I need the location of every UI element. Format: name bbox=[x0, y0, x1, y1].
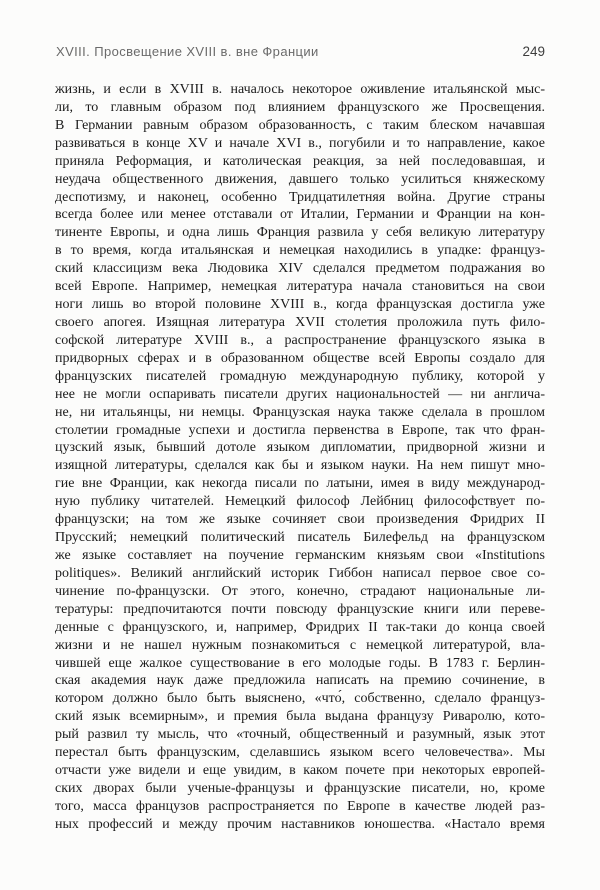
text-line: не, ни итальянцы, ни немцы. Французская наука также сделала в прошлом bbox=[55, 404, 545, 420]
text-line: придворных сферах и в образованном обществе всей Европы создало для bbox=[55, 350, 545, 366]
text-line: французских писателей громадную международную публику, которой у bbox=[55, 368, 545, 384]
text-line: ских дворах были ученые-французы и французские писатели, но, кроме bbox=[55, 780, 545, 796]
text-line: же языке составляет на поучение германским князьям свои «Institutions bbox=[55, 547, 545, 563]
running-title: XVIII. Просвещение XVIII в. вне Франции bbox=[56, 44, 319, 59]
text-line: котором должно было быть выяснено, «что́, собственно, сделало француз- bbox=[55, 691, 545, 707]
text-line: Прусский; немецкий политический писатель Билефельд на французском bbox=[55, 530, 545, 546]
text-line: ский язык всемирным», и премия была выдана французу Риваролю, кото- bbox=[55, 709, 545, 725]
text-line: приняла Реформация, и католическая реакция, за ней последовавшая, и bbox=[55, 153, 545, 169]
text-line: рый развил ту мысль, что «точный, общественный и разумный, язык этот bbox=[55, 727, 545, 743]
text-line: ский классицизм века Людовика XIV сделался предметом подражания во bbox=[55, 261, 545, 277]
text-line: отчасти уже видели и еще увидим, в каком почете при некоторых европей- bbox=[55, 763, 545, 779]
text-line: деспотизму, и наконец, особенно Тридцатилетняя война. Другие страны bbox=[55, 189, 545, 205]
text-line: гие вне Франции, как некогда писали по латыни, имея в виду международ- bbox=[55, 476, 545, 492]
text-line: чившей еще жалкое существование в его молодые годы. В 1783 г. Берлин- bbox=[55, 655, 545, 671]
text-line: ская академия наук даже предложила написать на премию сочинение, в bbox=[55, 673, 545, 689]
text-line: ноги лишь во второй половине XVIII в., когда французская достигла уже bbox=[55, 297, 545, 313]
body-text bbox=[55, 81, 545, 834]
text-line: в то время, когда итальянская и немецкая находились в упадке: француз- bbox=[55, 243, 545, 259]
text-line: всегда более или менее отставали от Италии, Германии и Франции на кон- bbox=[55, 207, 545, 223]
text-line: цузский язык, бывший дотоле языком дипломатии, придворной жизни и bbox=[55, 440, 545, 456]
text-line: развиваться в конце XV и начале XVI в., погубили и то направление, какое bbox=[55, 135, 545, 151]
text-line: тературы: предпочитаются почти повсюду французские книги или переве- bbox=[55, 601, 545, 617]
page-header bbox=[56, 44, 545, 59]
text-line: тиненте Европы, и одна лишь Франция развила у себя великую литературу bbox=[55, 225, 545, 241]
text-line: нее не могли оспаривать писатели других национальностей — ни англича- bbox=[55, 386, 545, 402]
text-line: В Германии равным образом образованность, с таким блеском начавшая bbox=[55, 117, 545, 133]
text-line: politiques». Великий английский историк Гиббон написал первое свое со- bbox=[55, 565, 545, 581]
page-number: 249 bbox=[522, 44, 545, 59]
text-line: ных профессий и между прочим наставников юношества. «Настало время bbox=[55, 816, 545, 832]
text-line: всей Европе. Например, немецкая литература начала становиться на свои bbox=[55, 279, 545, 295]
text-line: чинение по-французски. От этого, конечно, страдают национальные ли- bbox=[55, 583, 545, 599]
text-line: жизнь, и если в XVIII в. началось некоторое оживление итальянской мыс- bbox=[55, 82, 545, 97]
text-line: перестал быть французским, сделавшись языком всего человечества». Мы bbox=[55, 745, 545, 761]
text-line: ли, то главным образом под влиянием французского же Просвещения. bbox=[55, 99, 545, 115]
text-line: ную публику читателей. Немецкий философ Лейбниц философствует по- bbox=[55, 494, 545, 510]
text-line: неудача общественного движения, давшего только усилиться княжескому bbox=[55, 171, 545, 187]
text-line: своего апогея. Изящная литература XVII столетия проложила путь фило- bbox=[55, 314, 545, 330]
text-line: изящной литературы, сделался как бы и языком науки. На нем пишут мно- bbox=[55, 458, 545, 474]
text-line: денные с французского, и, например, Фридрих II так-таки до конца своей bbox=[55, 619, 545, 635]
text-line: жизни и не нашел нужным познакомиться с немецкой литературой, вла- bbox=[55, 637, 545, 653]
text-line: столетии громадные успехи и достигла первенства в Европе, так что фран- bbox=[55, 422, 545, 438]
text-line: софской литературе XVIII в., а распространение французского языка в bbox=[55, 332, 545, 348]
text-line: французски; на том же языке сочиняет свои произведения Фридрих II bbox=[55, 512, 545, 528]
text-line: того, масса французов распространяется по Европе в качестве людей раз- bbox=[55, 798, 545, 814]
